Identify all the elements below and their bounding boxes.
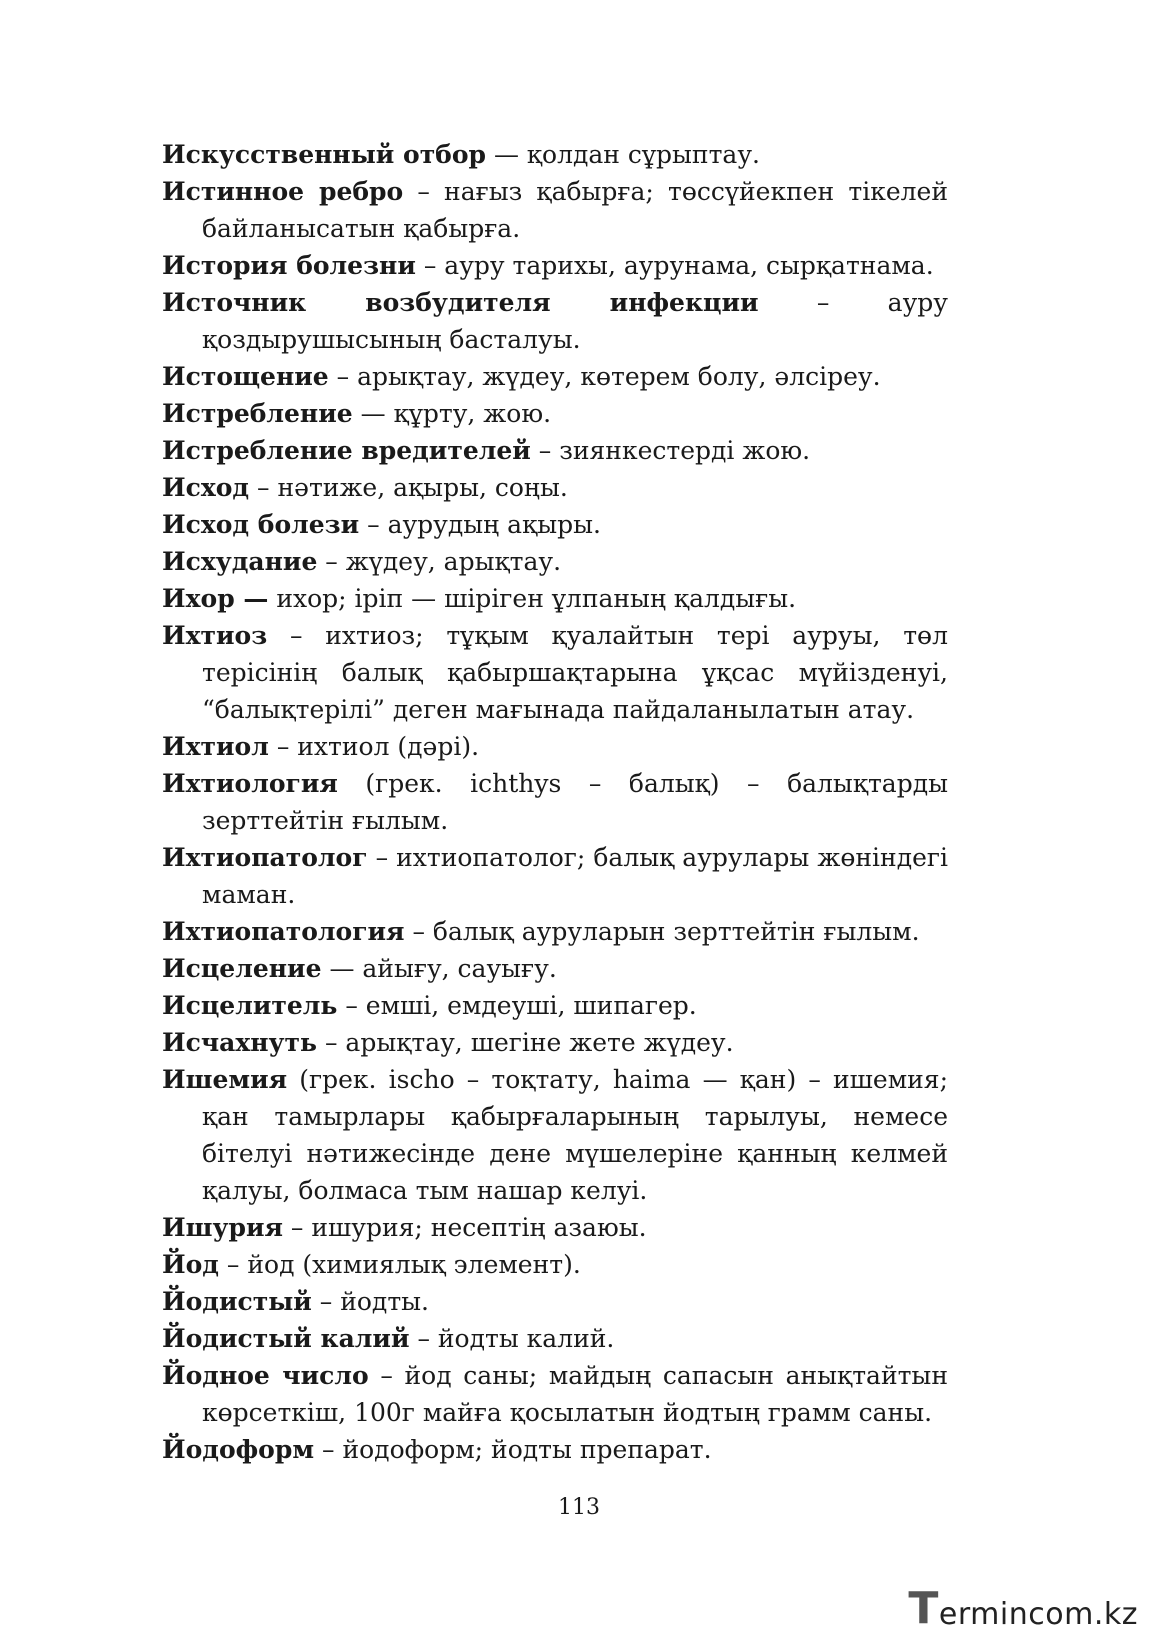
entry-definition: – арықтау, жүдеу, көтерем болу, әлсіреу. bbox=[328, 362, 881, 391]
dictionary-entry bbox=[162, 950, 948, 987]
dictionary-entry bbox=[162, 1209, 948, 1246]
entry-term: Исход болези bbox=[162, 510, 360, 539]
watermark-initial: T bbox=[908, 1583, 939, 1634]
dictionary-entry bbox=[162, 1320, 948, 1357]
entry-term: Исход bbox=[162, 473, 250, 502]
entry-term: Истинное ребро bbox=[162, 177, 404, 206]
entry-definition: – нәтиже, ақыры, соңы. bbox=[249, 473, 568, 502]
site-watermark bbox=[908, 1583, 1138, 1634]
page-number: 113 bbox=[558, 1495, 600, 1520]
entry-definition: — құрту, жою. bbox=[352, 399, 552, 428]
entry-term: Йодное число bbox=[162, 1361, 369, 1390]
entry-term: Йодистый bbox=[162, 1287, 312, 1316]
entry-definition: (грек. ichthys – балық) – балықтарды зерттейтін ғылым. bbox=[202, 769, 948, 835]
entry-term: Исцеление bbox=[162, 954, 322, 983]
entry-definition: – ихтиоз; тұқым қуалайтын тері ауруы, төл терісінің балық қабыршақтарына ұқсас мүйізденуі, “балықтерілі” деген мағынада пайдаланылатын атау. bbox=[202, 621, 948, 724]
dictionary-entry bbox=[162, 136, 948, 173]
entry-term: Истощение bbox=[162, 362, 329, 391]
dictionary-entry bbox=[162, 728, 948, 765]
entry-term: Ихор — bbox=[162, 584, 269, 613]
entry-definition: – йодты. bbox=[311, 1287, 430, 1316]
entry-definition: – йод (химиялық элемент). bbox=[218, 1250, 581, 1279]
entry-definition: – йод саны; майдың сапасын анықтайтын көрсеткіш, 100г майға қосылатын йодтың грамм саны. bbox=[202, 1361, 948, 1427]
entry-definition: – ауру қоздырушысының басталуы. bbox=[202, 288, 948, 354]
dictionary-entry bbox=[162, 1357, 948, 1431]
entry-definition: – ишурия; несептің азаюы. bbox=[282, 1213, 647, 1242]
entry-definition: – йодоформ; йодты препарат. bbox=[314, 1435, 712, 1464]
entry-term: Исчахнуть bbox=[162, 1028, 318, 1057]
entry-definition: – арықтау, шегіне жете жүдеу. bbox=[317, 1028, 734, 1057]
dictionary-entry bbox=[162, 913, 948, 950]
dictionary-entry bbox=[162, 432, 948, 469]
entry-definition: – нағыз қабырға; төссүйекпен тікелей байланысатын қабырға. bbox=[202, 177, 948, 243]
entry-definition: – зиянкестерді жою. bbox=[530, 436, 811, 465]
entry-term: Ихтиоз bbox=[162, 621, 268, 650]
entry-term: Исцелитель bbox=[162, 991, 338, 1020]
entry-definition: – аурудың ақыры. bbox=[359, 510, 601, 539]
entry-definition: – ауру тарихы, аурунама, сырқатнама. bbox=[415, 251, 934, 280]
entry-term: Йодоформ bbox=[162, 1435, 315, 1464]
dictionary-entry bbox=[162, 358, 948, 395]
entry-definition: – ихтиопатолог; балық аурулары жөніндегі маман. bbox=[202, 843, 948, 909]
watermark-text: ermincom.kz bbox=[938, 1597, 1138, 1632]
entry-term: Ишурия bbox=[162, 1213, 283, 1242]
dictionary-entry bbox=[162, 395, 948, 432]
entry-term: Ихтиопатолог bbox=[162, 843, 368, 872]
dictionary-entry bbox=[162, 1283, 948, 1320]
dictionary-entry bbox=[162, 543, 948, 580]
dictionary-entry bbox=[162, 765, 948, 839]
entry-definition: (грек. ischo – тоқтату, haima — қан) – ишемия; қан тамырлары қабырғаларының тарылуы, немесе бітелуі нәтижесінде дене мүшелеріне қанның келмей қалуы, болмаса тым нашар келуі. bbox=[202, 1065, 948, 1205]
entry-term: Ихтиол bbox=[162, 732, 269, 761]
entry-term: Истребление вредителей bbox=[162, 436, 531, 465]
entry-term: Исхудание bbox=[162, 547, 318, 576]
dictionary-entry bbox=[162, 506, 948, 543]
entry-definition: — айығу, сауығу. bbox=[321, 954, 557, 983]
entry-definition: ихор; іріп — шіріген ұлпаның қалдығы. bbox=[268, 584, 797, 613]
entry-term: Источник возбудителя инфекции bbox=[162, 288, 759, 317]
entry-term: Ихтиология bbox=[162, 769, 338, 798]
dictionary-entry bbox=[162, 284, 948, 358]
dictionary-entry bbox=[162, 1024, 948, 1061]
entry-term: Истребление bbox=[162, 399, 353, 428]
entry-definition: – емші, емдеуші, шипагер. bbox=[337, 991, 697, 1020]
dictionary-entry bbox=[162, 247, 948, 284]
dictionary-entry bbox=[162, 173, 948, 247]
entry-term: Йод bbox=[162, 1250, 219, 1279]
dictionary-entry bbox=[162, 1246, 948, 1283]
entry-definition: – балық ауруларын зерттейтін ғылым. bbox=[404, 917, 920, 946]
dictionary-entry bbox=[162, 617, 948, 728]
dictionary-entry bbox=[162, 1431, 948, 1468]
entry-term: Йодистый калий bbox=[162, 1324, 410, 1353]
entry-definition: – йодты калий. bbox=[409, 1324, 615, 1353]
entry-term: Ихтиопатология bbox=[162, 917, 405, 946]
dictionary-entry bbox=[162, 839, 948, 913]
entry-term: Ишемия bbox=[162, 1065, 288, 1094]
dictionary-entry bbox=[162, 580, 948, 617]
dictionary-entry bbox=[162, 469, 948, 506]
dictionary-entry bbox=[162, 987, 948, 1024]
dictionary-page bbox=[162, 136, 948, 1468]
entry-definition: – ихтиол (дәрі). bbox=[268, 732, 480, 761]
entry-definition: — қолдан сұрыптау. bbox=[486, 140, 760, 169]
entry-term: История болезни bbox=[162, 251, 416, 280]
entry-term: Искусственный отбор bbox=[162, 140, 487, 169]
dictionary-entry bbox=[162, 1061, 948, 1209]
entry-definition: – жүдеу, арықтау. bbox=[317, 547, 562, 576]
